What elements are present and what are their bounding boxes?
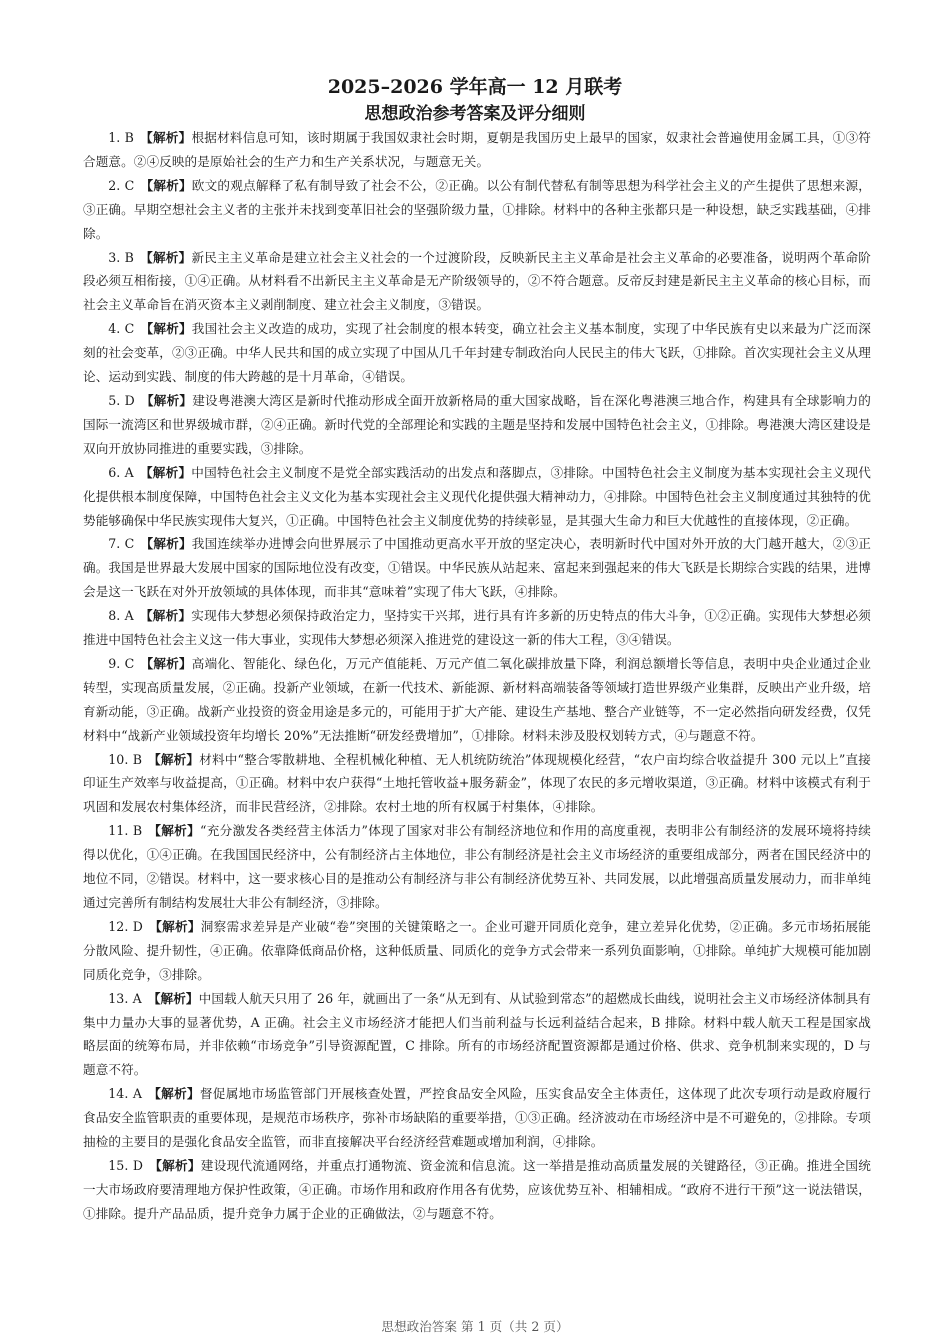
answer-number: 6. A <box>108 464 134 480</box>
answer-item <box>83 748 871 820</box>
answer-explanation: 中国特色社会主义制度不是党全部实践活动的出发点和落脚点，③排除。中国特色社会主义制度为基本实现社会主义现代化提供根本制度保障，中国特色社会主义文化为基本实现社会主义现代化提供强大精神动力，④排除。中国特色社会主义制度通过其独特的优势能够确保中华民族实现伟大复兴，①正确。中国特色社会主义制度优势的持续彰显，是其强大生命力和巨大优越性的直接体现，②正确。 <box>83 464 871 528</box>
answer-explanation: 建设粤港澳大湾区是新时代推动形成全面开放新格局的重大国家战略，旨在深化粤港澳三地合作，构建具有全球影响力的国际一流湾区和世界级城市群，②④正确。新时代党的全部理论和实践的主题是坚持和发展中国特色社会主义，①排除。粤港澳大湾区建设是双向开放协同推进的重要实践，③排除。 <box>83 392 871 456</box>
answer-number: 1. B <box>108 130 134 145</box>
answer-explanation: 我国社会主义改造的成功，实现了社会制度的根本转变，确立社会主义基本制度，实现了中华民族有史以来最为广泛而深刻的社会变革，②③正确。中华人民共和国的成立实现了中国从几千年封建专制政治向人民民主的伟大飞跃，①排除。首次实现社会主义从理论、运动到实践、制度的伟大跨越的是十月革命，④错误。 <box>83 321 871 385</box>
answer-item <box>83 604 871 652</box>
answer-item <box>83 317 871 389</box>
analysis-tag: 【解析】 <box>139 464 192 480</box>
analysis-tag: 【解析】 <box>140 392 193 408</box>
answer-number: 15. D <box>108 1157 144 1173</box>
analysis-tag: 【解析】 <box>140 655 192 671</box>
analysis-tag: 【解析】 <box>139 608 192 624</box>
analysis-tag: 【解析】 <box>148 1086 200 1102</box>
answer-item <box>83 819 871 915</box>
answer-number: 8. A <box>108 608 134 624</box>
answer-number: 12. D <box>108 918 144 934</box>
answer-item <box>83 174 871 246</box>
answer-item <box>83 915 871 987</box>
answer-item <box>83 1154 871 1226</box>
answer-explanation: 中国载人航天只用了 26 年，就画出了一条“从无到有、从试验到常态”的超燃成长曲线，说明社会主义市场经济体制具有集中力量办大事的显著优势，A 正确。社会主义市场经济才能把人们当前利益与长远利益结合起来，B 排除。材料中载人航天工程是国家战略层面的统筹布局，并非依赖“市场竞争”引导资源配置，C 排除。所有的市场经济配置资源都是通过价格、供求、竞争机制来实现的，D 与题意不符。 <box>83 990 871 1078</box>
exam-title: 2025–2026 学年高一 12 月联考 <box>327 76 623 98</box>
analysis-tag: 【解析】 <box>148 823 200 839</box>
answer-number: 3. B <box>108 249 134 265</box>
answer-explanation: 督促属地市场监管部门开展核查处置，严控食品安全风险，压实食品安全主体责任，这体现了此次专项行动是政府履行食品安全监管职责的重要体现，是规范市场秩序，弥补市场缺陷的重要举措，①③正确。经济波动在市场经济中是不可避免的，②排除。专项抽检的主要目的是强化食品安全监管，而非直接解决平台经济经营难题或增加利润，④排除。 <box>83 1086 871 1150</box>
answer-list <box>83 126 871 1226</box>
answer-explanation: 建设现代流通网络，并重点打通物流、资金流和信息流。这一举措是推动高质量发展的关键路径，③正确。推进全国统一大市场政府要清理地方保护性政策，④正确。市场作用和政府作用各有优势，应该优势互补、相辅相成。“政府不进行干预”这一说法错误，①排除。提升产品品质，提升竞争力属于企业的正确做法，②与题意不符。 <box>83 1157 871 1221</box>
answer-number: 9. C <box>108 655 135 671</box>
analysis-tag: 【解析】 <box>149 1157 201 1173</box>
answer-number: 11. B <box>108 823 143 839</box>
answer-explanation: 根据材料信息可知，该时期属于我国奴隶社会时期，夏朝是我国历史上最早的国家，奴隶社会普遍使用金属工具，①③符合题意。②④反映的是原始社会的生产力和生产关系状况，与题意无关。 <box>83 130 871 169</box>
answer-number: 14. A <box>108 1086 143 1102</box>
answer-explanation: 材料中“整合零散耕地、全程机械化种植、无人机统防统治”体现规模化经营，“农户亩均综合收益提升 300 元以上”直接印证生产效率与收益提高，①正确。材料中农户获得“土地托管收益+服务薪金”，体现了农民的多元增收渠道，③正确。材料中该模式有利于巩固和发展农村集体经济，而非民营经济，②排除。农村土地的所有权属于村集体，④排除。 <box>83 751 871 815</box>
answer-item <box>83 246 871 318</box>
answer-item <box>83 126 871 174</box>
answer-number: 5. D <box>108 392 135 408</box>
answer-item <box>83 461 871 533</box>
page-footer: 思想政治答案 第 1 页（共 2 页） <box>381 1319 569 1334</box>
analysis-tag: 【解析】 <box>140 177 192 193</box>
analysis-tag: 【解析】 <box>149 918 201 934</box>
answer-item <box>83 652 871 748</box>
answer-number: 10. B <box>108 751 143 767</box>
answer-explanation: 洞察需求差异是产业破“卷”突围的关键策略之一。企业可避开同质化竞争，建立差异化优势，②正确。多元市场拓展能分散风险、提升韧性，④正确。依靠降低商品价格，这种低质量、同质化的竞争方式会带来一系列负面影响，①排除。单纯扩大规模可能加剧同质化竞争，③排除。 <box>83 918 871 982</box>
answer-explanation: 高端化、智能化、绿色化，万元产值能耗、万元产值二氧化碳排放量下降，利润总额增长等信息，表明中央企业通过企业转型，实现高质量发展，②正确。投新产业领域，在新一代技术、新能源、新材料高端装备等领域打造世界级产业集群，反映出产业升级，培育新动能，③正确。战新产业投资的资金用途是多元的，可能用于扩大产能、建设生产基地、整合产业链等，不一定必然指向研发经费，仅凭材料中“战新产业领域投资年均增长 20%”无法推断“研发经费增加”，①排除。材料未涉及股权划转方式，④与题意不符。 <box>83 655 871 743</box>
answer-item <box>83 389 871 461</box>
answer-number: 4. C <box>108 321 135 337</box>
answer-item <box>83 987 871 1083</box>
answer-number: 2. C <box>108 177 135 193</box>
answer-number: 13. A <box>108 990 142 1006</box>
analysis-tag: 【解析】 <box>140 249 192 265</box>
answer-explanation: “充分激发各类经营主体活力”体现了国家对非公有制经济地位和作用的高度重视，表明非公有制经济的发展环境将持续得以优化，①④正确。在我国国民经济中，公有制经济占主体地位，非公有制经济是社会主义市场经济的重要组成部分，两者在国民经济中的地位不同，②错误。材料中，这一要求核心目的是推动公有制经济与非公有制经济优势互补、共同发展，以此增强高质量发展动力，而非单纯通过完善所有制结构发展壮大非公有制经济，③排除。 <box>83 823 871 910</box>
analysis-tag: 【解析】 <box>147 990 199 1006</box>
analysis-tag: 【解析】 <box>140 321 192 337</box>
document-subtitle: 思想政治参考答案及评分细则 <box>364 104 586 124</box>
analysis-tag: 【解析】 <box>148 751 200 767</box>
answer-explanation: 欧文的观点解释了私有制导致了社会不公，②正确。以公有制代替私有制等思想为科学社会主义的产生提供了思想来源，③正确。早期空想社会主义者的主张并未找到变革旧社会的坚强阶级力量，①排除。材料中的各种主张都只是一种设想，缺乏实践基础，④排除。 <box>83 177 871 241</box>
analysis-tag: 【解析】 <box>140 130 192 145</box>
answer-explanation: 新民主主义革命是建立社会主义社会的一个过渡阶段，反映新民主主义革命是社会主义革命的必要准备，说明两个革命阶段必须互相衔接，①④正确。从材料看不出新民主主义革命是无产阶级领导的，②不符合题意。反帝反封建是新民主主义革命的核心目标，而社会主义革命旨在消灭资本主义剥削制度、建立社会主义制度，③错误。 <box>83 249 871 313</box>
answer-number: 7. C <box>108 536 135 552</box>
analysis-tag: 【解析】 <box>140 536 192 552</box>
answer-item <box>83 532 871 604</box>
answer-item <box>83 1082 871 1154</box>
answer-explanation: 我国连续举办进博会向世界展示了中国推动更高水平开放的坚定决心，表明新时代中国对外开放的大门越开越大，②③正确。我国是世界最大发展中国家的国际地位没有改变，①错误。中华民族从站起来、富起来到强起来的伟大飞跃是长期综合实践的结果，进博会是这一飞跃在对外开放领域的具体体现，而非其“意味着”实现了伟大飞跃，④排除。 <box>83 536 871 600</box>
answer-explanation: 实现伟大梦想必须保持政治定力，坚持实干兴邦，进行具有许多新的历史特点的伟大斗争，①②正确。实现伟大梦想必须推进中国特色社会主义这一伟大事业，实现伟大梦想必须深入推进党的建设这一新的伟大工程，③④错误。 <box>83 608 871 648</box>
